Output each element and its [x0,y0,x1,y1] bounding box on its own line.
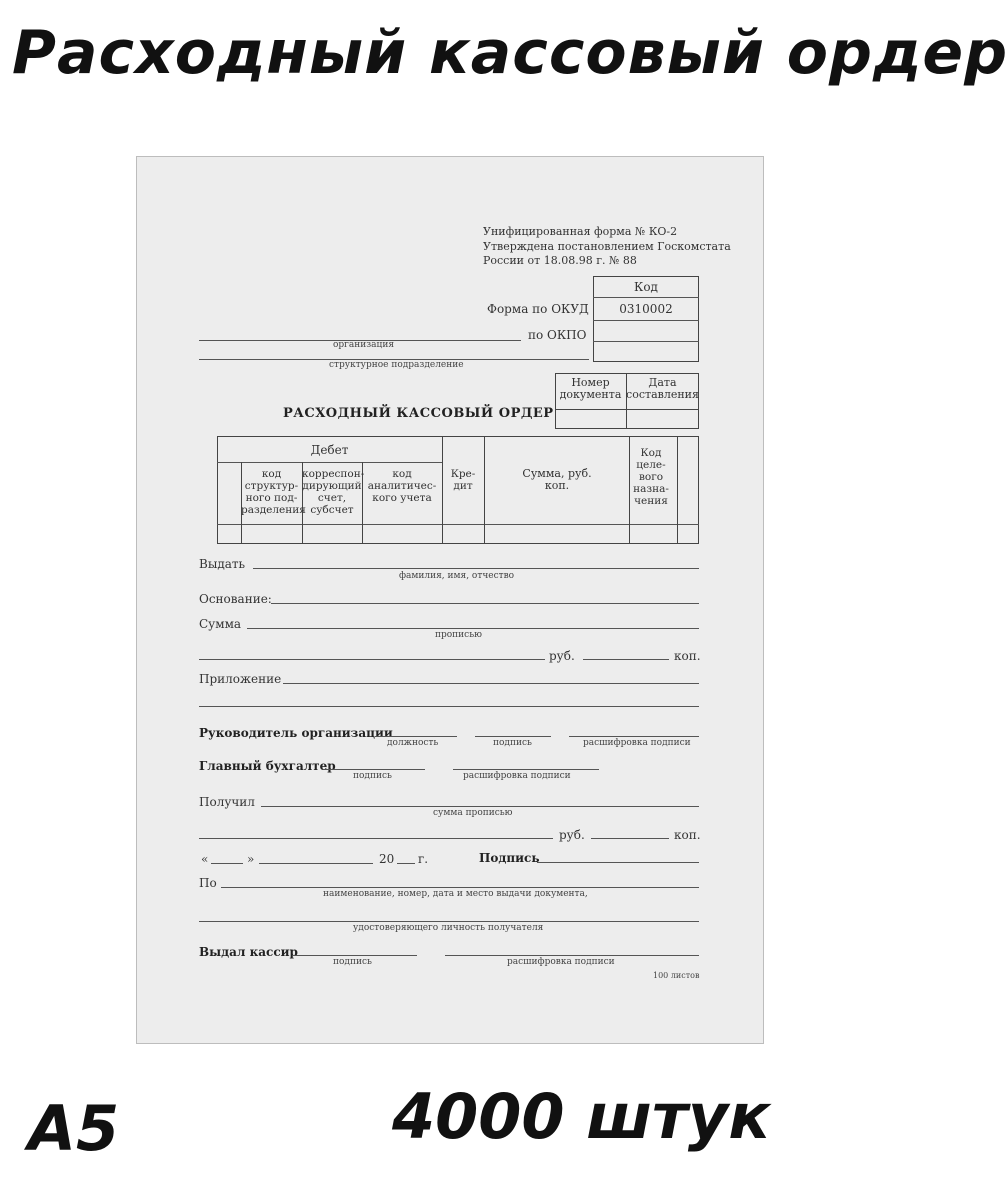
received-label: Получил [199,795,255,809]
received-rub-label: руб. [559,828,585,842]
day-line [211,863,243,864]
cashier-label: Выдал кассир [199,945,298,959]
sum-in-words-caption: сумма прописью [433,808,513,818]
sum-label: Сумма [199,617,242,631]
col-sum: Сумма, руб. коп. [522,467,592,492]
position-caption: должность [387,738,439,748]
issue-label: Выдать [199,557,246,571]
cashier-signature-line [293,955,417,956]
cash-order-form [136,156,764,1044]
headline: Расходный кассовый ордер [12,18,1008,88]
head-position-line [375,736,457,737]
basis-line [271,603,699,604]
received-kop-label: коп. [674,828,701,842]
accountant-decode-caption: расшифровка подписи [463,771,571,781]
okud-label: Форма по ОКУД [487,302,589,316]
fio-caption: фамилия, имя, отчество [399,571,515,581]
sum-rub-line [199,659,545,660]
by-label: По [199,876,217,890]
col-purpose-code: Код целе-вого назна-чения [633,447,669,507]
table-col-line [677,436,678,544]
received-rub-line [199,838,553,839]
table-col-line [629,436,630,544]
attachment-label: Приложение [199,672,282,686]
table-col-line [442,436,443,544]
okud-code: 0310002 [619,302,673,316]
in-words-caption: прописью [435,630,482,640]
code-divider [593,341,699,342]
doc-date-header: Дата составления [626,376,699,401]
attachment-line [283,683,699,684]
cashier-signature-caption: подпись [333,957,372,967]
attachment-line-2 [199,706,699,707]
head-decode-caption: расшифровка подписи [583,738,691,748]
date-open-quote: « [201,852,209,866]
code-divider [593,297,699,298]
cashier-decode-caption: расшифровка подписи [507,957,615,967]
unified-form-label: Унифицированная форма № КО-2 [483,225,678,238]
approved-line-2: России от 18.08.98 г. № 88 [483,254,637,267]
code-divider [593,320,699,321]
sum-line [247,628,699,629]
year-line [397,863,415,864]
rub-label: руб. [549,649,575,663]
col-subdivision-code: код структур-ного под-разделения [241,468,306,516]
sum-kop-line [583,659,669,660]
table-row-divider [217,524,699,525]
cashier-decode-line [445,955,699,956]
debit-header: Дебет [310,443,349,457]
code-header: Код [634,280,658,294]
doc-number-header: Номер документа [559,376,622,401]
identity-line [199,921,699,922]
organization-caption: организация [333,340,394,350]
signature-line [537,862,699,863]
received-kop-line [591,838,669,839]
document-line [221,887,699,888]
year-prefix: 20 [379,852,395,866]
head-label: Руководитель организации [199,726,393,740]
form-title: РАСХОДНЫЙ КАССОВЫЙ ОРДЕР [283,406,554,421]
head-signature-line [475,736,551,737]
okpo-label: по ОКПО [528,328,587,342]
kop-label: коп. [674,649,701,663]
col-corr-account: корреспон-дирующий счет, субсчет [302,468,365,516]
format-label: А5 [28,1092,120,1165]
sheets-count: 100 листов [653,971,700,980]
doc-caption: наименование, номер, дата и место выдачи документа, [323,889,588,899]
month-line [259,863,373,864]
signature-label: Подпись [479,851,540,865]
head-signature-caption: подпись [493,738,532,748]
head-decode-line [569,736,699,737]
number-date-values [555,409,699,429]
issue-line [253,568,699,569]
quantity-label: 4000 штук [392,1080,771,1153]
identity-caption: удостоверяющего личность получателя [353,923,544,933]
accountant-label: Главный бухгалтер [199,759,336,773]
accountant-signature-caption: подпись [353,771,392,781]
accountant-decode-line [453,769,599,770]
col-credit: Кре-дит [450,468,476,492]
col-analytic-code: код аналитичес-кого учета [367,468,437,504]
table-col-line [484,436,485,544]
accountant-signature-line [323,769,425,770]
debit-divider [217,462,442,463]
basis-label: Основание: [199,592,272,606]
approved-line-1: Утверждена постановлением Госкомстата [483,240,731,253]
date-close-quote: » [247,852,255,866]
received-line [261,806,699,807]
subdivision-caption: структурное подразделение [329,360,464,370]
year-suffix: г. [418,852,429,866]
